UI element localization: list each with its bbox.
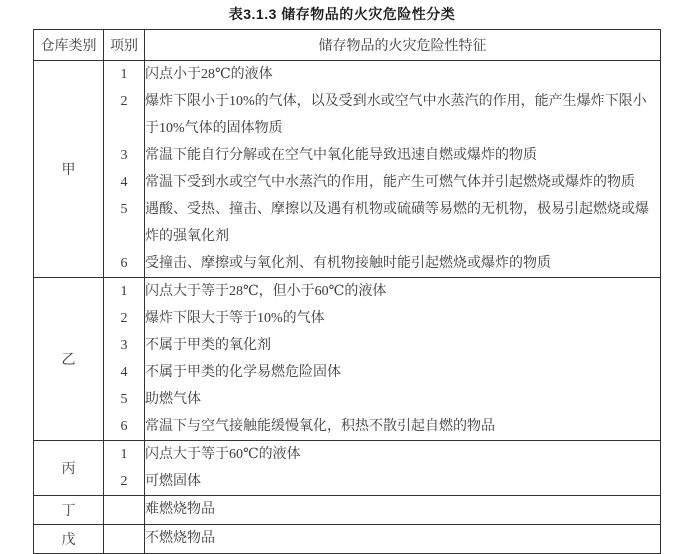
category-cell-wu: 戊 [34, 525, 104, 554]
item-no-cell: 3 [104, 142, 145, 169]
item-text-cell: 常温下与空气接触能缓慢氧化，积热不散引起自燃的物品 [145, 413, 661, 441]
item-text-cell: 遇酸、受热、撞击、摩擦以及遇有机物或硫磺等易燃的无机物，极易引起燃烧或爆炸的强氧化剂 [145, 196, 661, 250]
item-no-cell [104, 525, 145, 554]
item-no-cell: 6 [104, 250, 145, 278]
document-page [0, 4, 684, 554]
item-text-cell: 不属于甲类的化学易燃危险固体 [145, 359, 661, 386]
header-cell-item-no: 项别 [104, 30, 145, 61]
category-cell-bing: 丙 [34, 441, 104, 496]
category-cell-yi: 乙 [34, 278, 104, 441]
header-row [34, 30, 661, 61]
item-no-cell: 1 [104, 441, 145, 469]
header-cell-category: 仓库类别 [40, 39, 97, 54]
item-text-cell: 爆炸下限小于10%的气体，以及受到水或空气中水蒸汽的作用，能产生爆炸下限小于10%气体的固体物质 [145, 88, 661, 142]
item-no-cell: 2 [104, 88, 145, 142]
item-text-cell: 闪点小于28℃的液体 [145, 61, 661, 89]
category-cell-jia: 甲 [34, 61, 104, 278]
item-text-cell: 可燃固体 [145, 468, 661, 496]
table-row [34, 305, 661, 332]
table-row [34, 61, 661, 89]
item-text-cell: 闪点大于等于28℃，但小于60℃的液体 [145, 278, 661, 306]
category-cell-ding: 丁 [34, 496, 104, 525]
item-text-cell: 常温下能自行分解或在空气中氧化能导致迅速自燃或爆炸的物质 [145, 142, 661, 169]
item-text-cell: 爆炸下限大于等于10%的气体 [145, 305, 661, 332]
table-row [34, 468, 661, 496]
table-row [34, 359, 661, 386]
table-row [34, 441, 661, 469]
item-no-cell: 2 [104, 468, 145, 496]
item-no-cell: 1 [104, 278, 145, 306]
item-no-cell: 5 [104, 386, 145, 413]
item-no-cell: 3 [104, 332, 145, 359]
item-text-cell: 不属于甲类的氧化剂 [145, 332, 661, 359]
table-title: 表3.1.3 储存物品的火灾危险性分类 [228, 6, 456, 22]
item-no-cell: 4 [104, 359, 145, 386]
table-row [34, 278, 661, 306]
table-row [34, 196, 661, 250]
item-no-cell [104, 496, 145, 525]
item-no-cell: 2 [104, 305, 145, 332]
table-row [34, 142, 661, 169]
item-no-cell: 4 [104, 169, 145, 196]
table-row [34, 413, 661, 441]
table-row [34, 332, 661, 359]
header-cell-feature: 储存物品的火灾危险性特征 [145, 30, 661, 61]
item-text-cell: 闪点大于等于60℃的液体 [145, 441, 661, 469]
table-row [34, 496, 661, 525]
table-row [34, 386, 661, 413]
item-text-cell: 助燃气体 [145, 386, 661, 413]
item-text-cell: 常温下受到水或空气中水蒸汽的作用，能产生可燃气体并引起燃烧或爆炸的物质 [145, 169, 661, 196]
table-row [34, 88, 661, 142]
item-no-cell: 5 [104, 196, 145, 250]
fire-hazard-classification-table [33, 29, 661, 554]
item-no-cell: 1 [104, 61, 145, 89]
item-no-cell: 6 [104, 413, 145, 441]
item-text-cell: 不燃烧物品 [145, 525, 661, 554]
table-row [34, 525, 661, 554]
item-text-cell: 难燃烧物品 [145, 496, 661, 525]
table-row [34, 250, 661, 278]
item-text-cell: 受撞击、摩擦或与氧化剂、有机物接触时能引起燃烧或爆炸的物质 [145, 250, 661, 278]
table-row [34, 169, 661, 196]
